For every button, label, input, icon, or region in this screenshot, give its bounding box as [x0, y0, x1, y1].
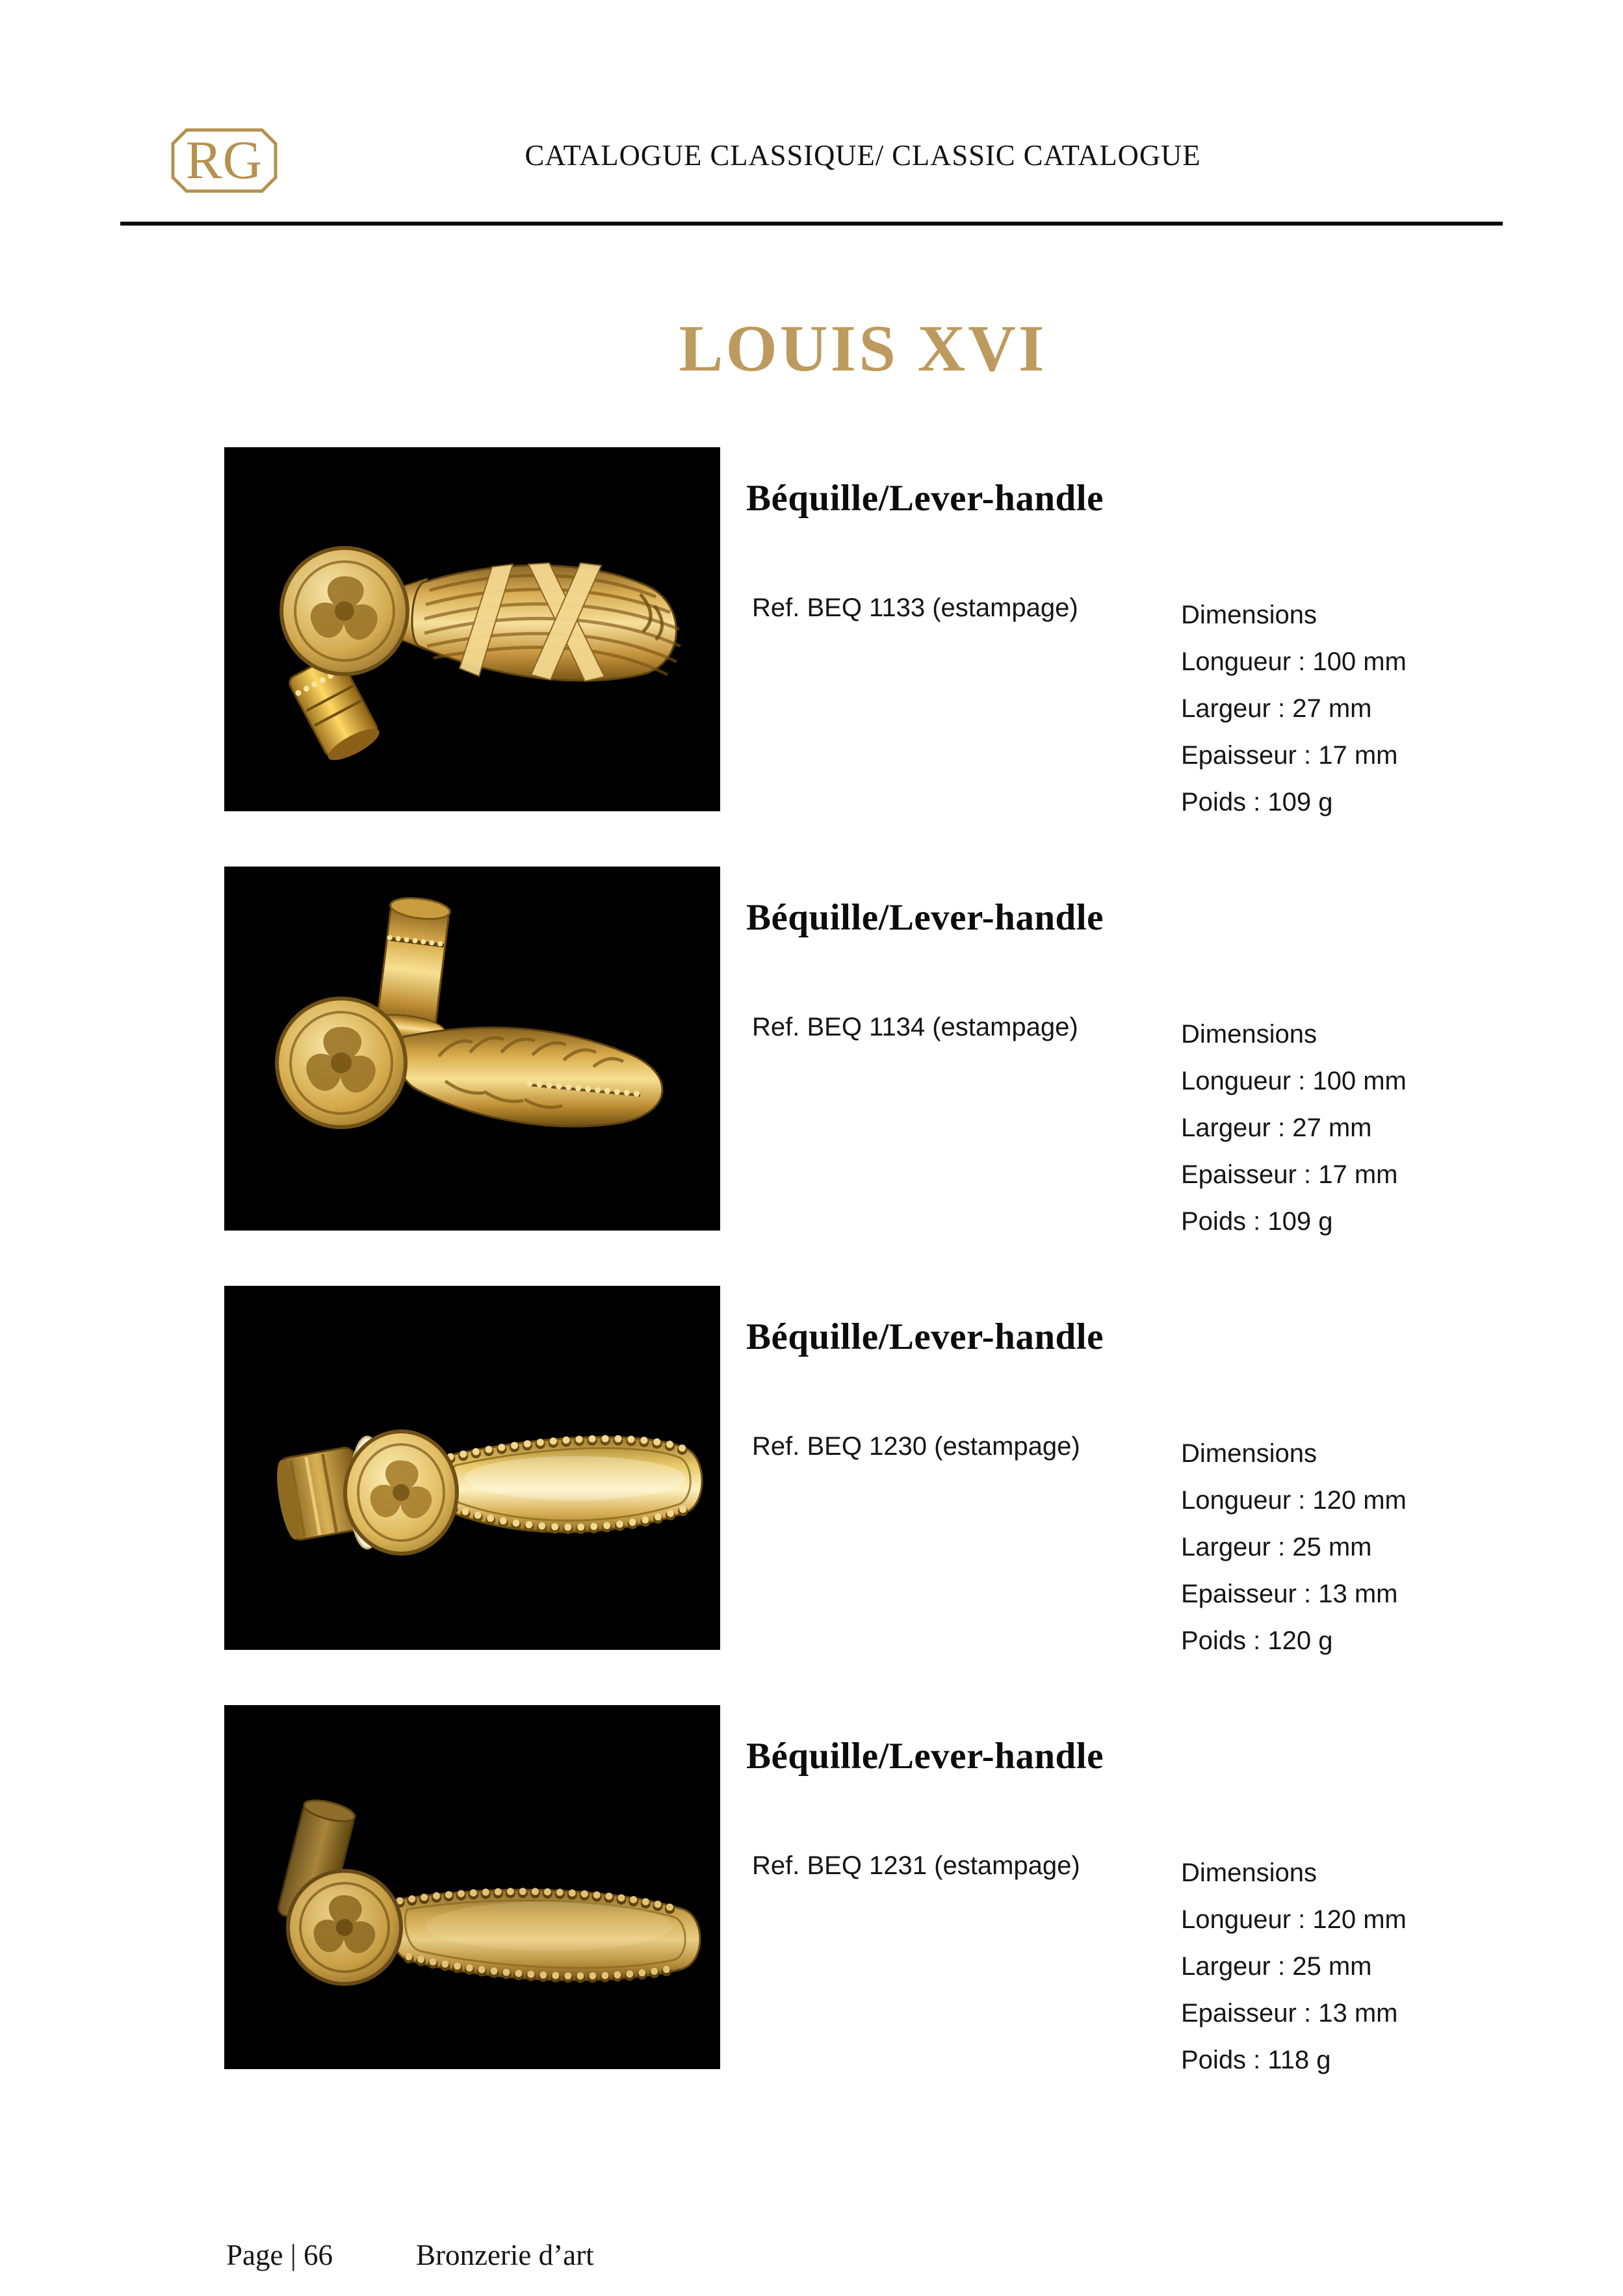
product-title: Béquille/Lever-handle [746, 1736, 1104, 1777]
product-ref: Ref. BEQ 1134 (estampage) [752, 1013, 1078, 1041]
product-photo [224, 447, 720, 811]
product-title: Béquille/Lever-handle [746, 478, 1104, 519]
product-photo [224, 1705, 720, 2069]
dimension-line: Largeur : 25 mm [1181, 1952, 1372, 1981]
product-row [0, 1286, 1623, 1655]
dimension-line: Poids : 118 g [1181, 2046, 1331, 2074]
product-row [0, 1705, 1623, 2074]
product-title: Béquille/Lever-handle [746, 897, 1104, 938]
dimension-line: Longueur : 100 mm [1181, 647, 1407, 676]
beq-1231-matte-beaded-lever-handle-photo [224, 1705, 720, 2069]
beq-1133-gold-ribbed-lever-handle-photo [224, 447, 720, 811]
product-row [0, 867, 1623, 1236]
rg-logo-text: RG [185, 130, 263, 190]
section-title-louis-xvi: LOUIS XVI [679, 312, 1047, 385]
dimension-line: Epaisseur : 13 mm [1181, 1999, 1398, 2028]
dimensions-label: Dimensions [1181, 1439, 1317, 1468]
beq-1230-polished-beaded-lever-handle-photo [224, 1286, 720, 1650]
product-photo [224, 867, 720, 1231]
dimension-line: Epaisseur : 17 mm [1181, 741, 1398, 770]
dimensions-block [1181, 1849, 1407, 2083]
dimension-line: Largeur : 25 mm [1181, 1533, 1372, 1561]
dimensions-block [1181, 1011, 1407, 1245]
dimension-line: Longueur : 120 mm [1181, 1486, 1407, 1515]
dimensions-block [1181, 1430, 1407, 1664]
product-ref: Ref. BEQ 1230 (estampage) [752, 1432, 1080, 1461]
page-number: Page | 66 [226, 2239, 333, 2271]
dimension-line: Epaisseur : 13 mm [1181, 1580, 1398, 1608]
product-title: Béquille/Lever-handle [746, 1316, 1104, 1357]
dimension-line: Longueur : 120 mm [1181, 1905, 1407, 1934]
dimensions-block [1181, 592, 1407, 826]
dimension-line: Poids : 109 g [1181, 1207, 1333, 1236]
dimensions-label: Dimensions [1181, 1020, 1317, 1049]
dimension-line: Largeur : 27 mm [1181, 694, 1372, 723]
product-ref: Ref. BEQ 1231 (estampage) [752, 1851, 1080, 1880]
dimensions-label: Dimensions [1181, 1859, 1317, 1887]
product-photo [224, 1286, 720, 1650]
page-footer [226, 2238, 594, 2272]
brand-name: Bronzerie d’art [415, 2239, 594, 2271]
product-ref: Ref. BEQ 1133 (estampage) [752, 594, 1078, 622]
dimension-line: Poids : 120 g [1181, 1626, 1333, 1655]
catalogue-header-title: CATALOGUE CLASSIQUE/ CLASSIC CATALOGUE [525, 138, 1201, 172]
dimension-line: Longueur : 100 mm [1181, 1067, 1407, 1095]
dimension-line: Epaisseur : 17 mm [1181, 1160, 1398, 1189]
header-divider-rule [120, 222, 1503, 226]
product-row [0, 447, 1623, 816]
dimension-line: Poids : 109 g [1181, 788, 1333, 816]
dimensions-label: Dimensions [1181, 601, 1317, 629]
beq-1134-gold-acanthus-lever-handle-photo [224, 867, 720, 1231]
dimension-line: Largeur : 27 mm [1181, 1114, 1372, 1142]
